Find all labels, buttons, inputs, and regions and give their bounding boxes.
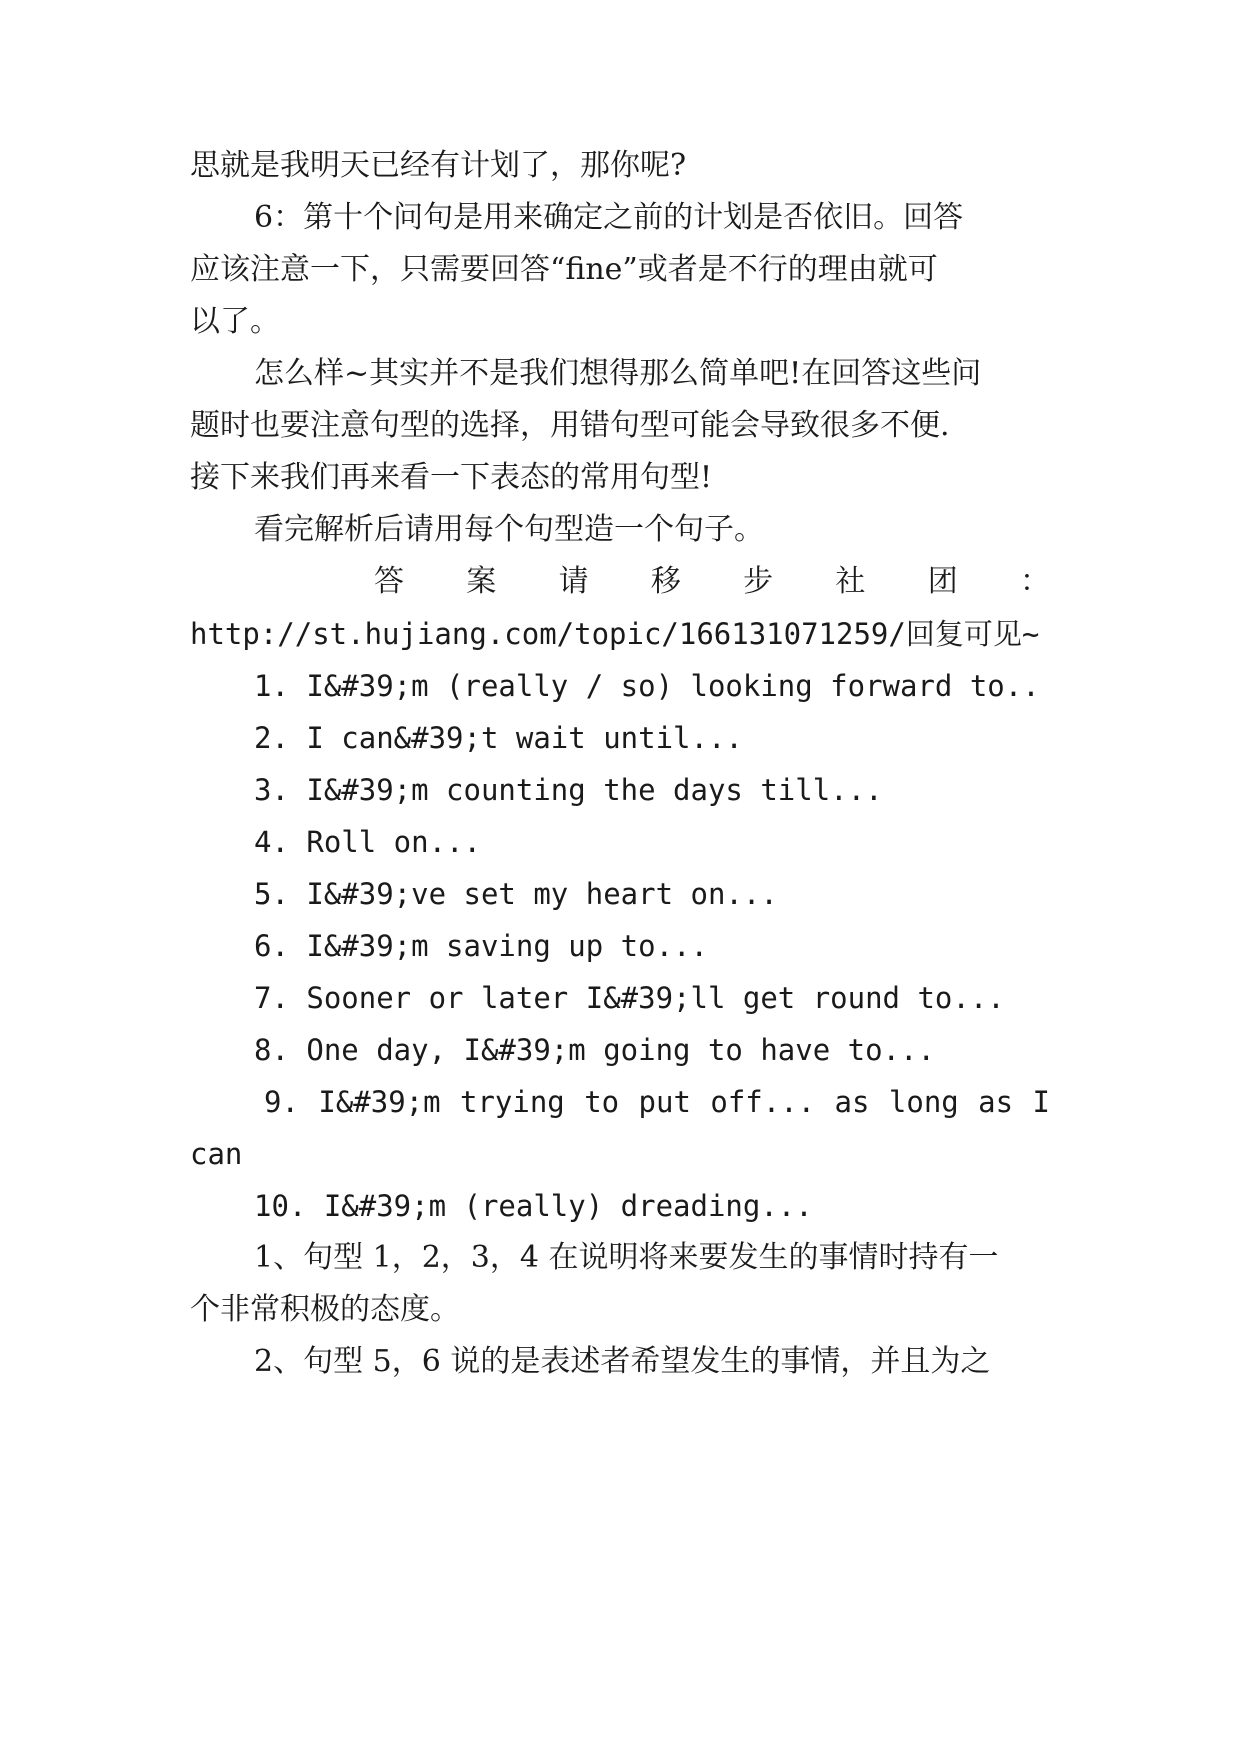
sentence-pattern: 5. I&#39;ve set my heart on... <box>254 877 778 911</box>
sentence-pattern: 3. I&#39;m counting the days till... <box>254 773 883 807</box>
sentence-pattern: 7. Sooner or later I&#39;ll get round to... <box>254 981 1005 1015</box>
answer-char: 案 <box>466 564 497 599</box>
paragraph-line: 6：第十个问句是用来确定之前的计划是否依旧。回答 <box>254 200 964 235</box>
answer-char: 步 <box>743 564 774 599</box>
sentence-pattern: 2. I can&#39;t wait until... <box>254 721 743 755</box>
paragraph-line: 题时也要注意句型的选择，用错句型可能会导致很多不便. <box>190 408 950 443</box>
answer-note <box>374 562 1050 602</box>
sentence-pattern-continuation: can <box>190 1137 243 1171</box>
answer-char: ： <box>1019 564 1050 599</box>
answer-char: 移 <box>650 564 681 599</box>
sentence-pattern: 8. One day, I&#39;m going to have to... <box>254 1033 935 1067</box>
answer-char: 团 <box>927 564 958 599</box>
sentence-pattern: 6. I&#39;m saving up to... <box>254 929 708 963</box>
note-line: 个非常积极的态度。 <box>190 1292 460 1327</box>
answer-char: 请 <box>558 564 589 599</box>
sentence-pattern: 9. I&#39;m trying to put off... as long as I <box>264 1085 1050 1119</box>
sentence-pattern: 1. I&#39;m (really / so) looking forward to.. <box>254 669 1040 703</box>
topic-url: http://st.hujiang.com/topic/166131071259/回复可见~ <box>190 617 1040 651</box>
sentence-pattern: 4. Roll on... <box>254 825 481 859</box>
paragraph-line: 思就是我明天已经有计划了，那你呢? <box>190 148 687 183</box>
paragraph-line: 以了。 <box>190 304 280 339</box>
paragraph-line: 看完解析后请用每个句型造一个句子。 <box>254 512 764 547</box>
answer-char: 社 <box>835 564 866 599</box>
answer-char: 答 <box>374 564 404 599</box>
note-line: 2、句型 5，6 说的是表述者希望发生的事情，并且为之 <box>254 1344 991 1379</box>
note-line: 1、句型 1，2，3，4 在说明将来要发生的事情时持有一 <box>254 1240 999 1275</box>
paragraph-line: 接下来我们再来看一下表态的常用句型! <box>190 460 713 495</box>
paragraph-line: 应该注意一下，只需要回答“fine”或者是不行的理由就可 <box>190 252 938 287</box>
sentence-pattern: 10. I&#39;m (really) dreading... <box>254 1189 813 1223</box>
paragraph-line: 怎么样~其实并不是我们想得那么简单吧!在回答这些问 <box>254 356 982 391</box>
